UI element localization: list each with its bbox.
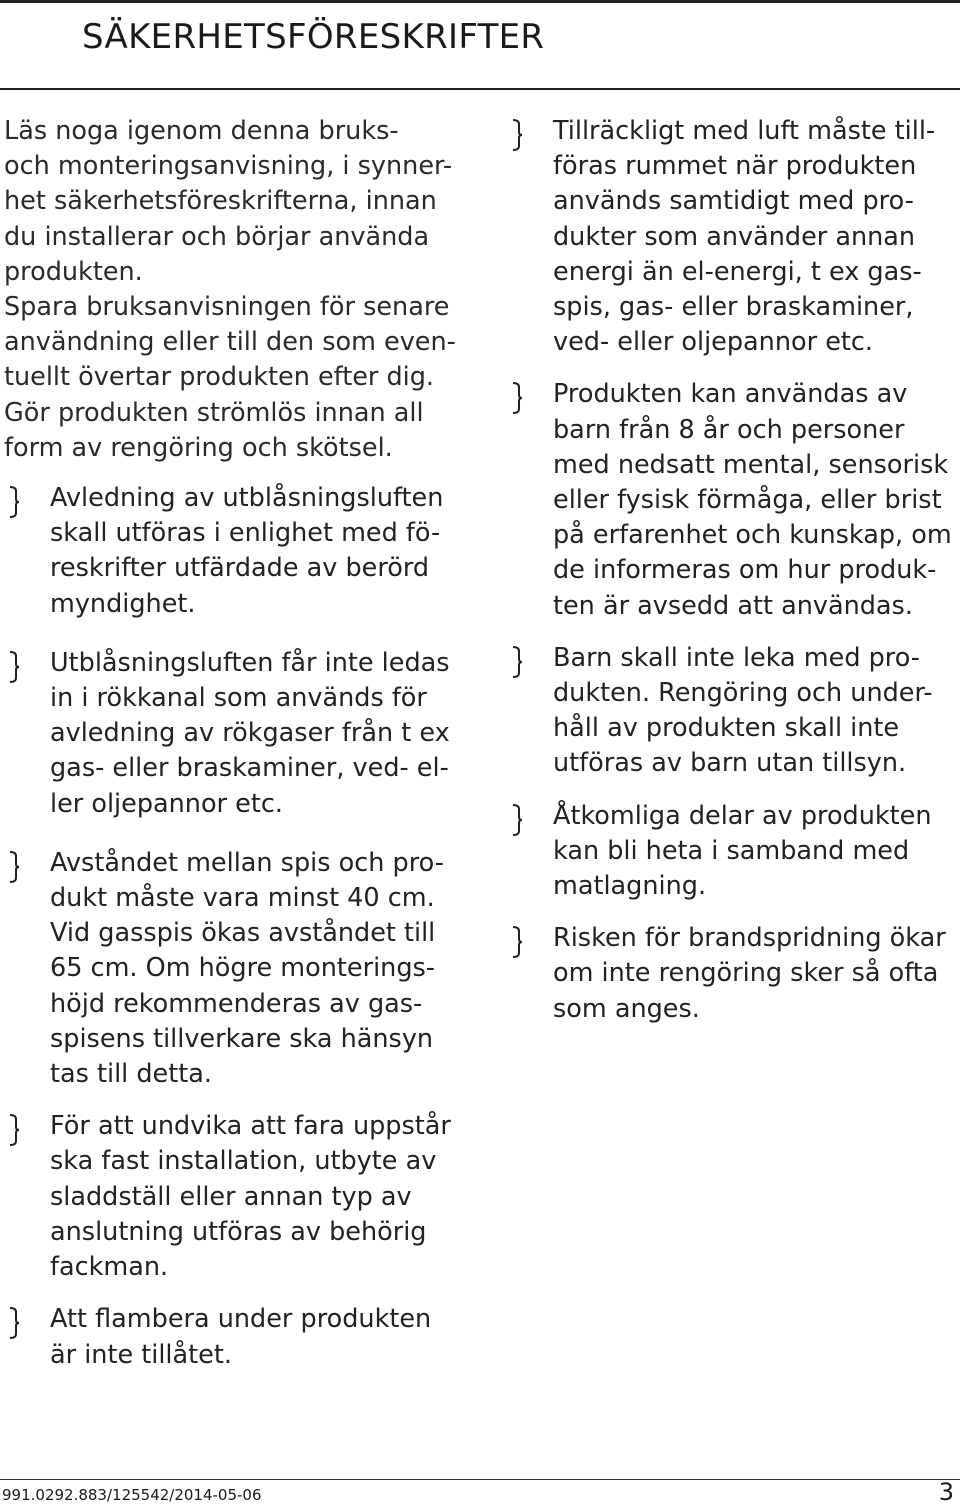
- bullet-text: För att undvika att fara uppstår ska fast installation, utbyte av sladdställ eller annan typ av anslutning utföras av behörig fackman.: [50, 1111, 451, 1283]
- bracket-bullet-icon: [6, 651, 20, 683]
- bullet-item: [4, 646, 464, 822]
- bracket-bullet-icon: [509, 646, 523, 678]
- bullet-text: Att flambera under produkten är inte tillåtet.: [50, 1304, 432, 1370]
- bullet-item: [4, 846, 464, 1092]
- bullet-item: [507, 641, 957, 782]
- bracket-bullet-icon: [509, 926, 523, 958]
- left-column: [4, 114, 464, 1373]
- document-code: 991.0292.883/125542/2014-05-06: [2, 1486, 262, 1504]
- bracket-bullet-icon: [6, 851, 20, 883]
- title-divider: [0, 88, 960, 90]
- bracket-bullet-icon: [6, 1114, 20, 1146]
- bullet-item: [4, 1109, 464, 1285]
- intro-paragraph: Läs noga igenom denna bruks- och monteringsanvisning, i synner- het säkerhetsföreskrifterna, innan du installerar och börjar använda produkten.: [4, 116, 453, 287]
- bullet-text: Produkten kan användas av barn från 8 år och personer med nedsatt mental, sensorisk eller fysisk förmåga, eller brist på erfarenhet och kunskap, om de informeras om hur produk- ten är avsedd att användas.: [553, 379, 952, 621]
- bullet-item: [507, 921, 957, 1027]
- bullet-item: [507, 114, 957, 360]
- bullet-text: Åtkomliga delar av produkten kan bli heta i samband med matlagning.: [553, 800, 932, 902]
- bracket-bullet-icon: [6, 1307, 20, 1339]
- bullet-item: [507, 377, 957, 623]
- intro-paragraph: Spara bruksanvisningen för senare användning eller till den som even- tuellt övertar produkten efter dig.: [4, 292, 456, 393]
- page-title: SÄKERHETSFÖRESKRIFTER: [82, 17, 545, 57]
- bullet-text: Tillräckligt med luft måste till- föras rummet när produkten används samtidigt med pro- dukter som använder annan energi än el-energi, t ex gas- spis, gas- eller braskaminer, ved- eller oljepannor etc.: [553, 116, 936, 358]
- page-number: 3: [938, 1478, 954, 1506]
- bullet-text: Barn skall inte leka med pro- dukten. Rengöring och under- håll av produkten skall inte utföras av barn utan tillsyn.: [553, 642, 933, 779]
- bullet-text: Utblåsningsluften får inte ledas in i rökkanal som används för avledning av rökgaser från t ex gas- eller braskaminer, ved- el- ler oljepannor etc.: [50, 647, 450, 819]
- bullet-item: [507, 799, 957, 905]
- bullet-text: Avledning av utblåsningsluften skall utföras i enlighet med fö- reskrifter utfärdade av berörd myndighet.: [50, 483, 444, 619]
- intro-paragraph: Gör produkten strömlös innan all form av rengöring och skötsel.: [4, 397, 424, 463]
- bullet-item: [4, 481, 464, 622]
- footer-divider: [0, 1479, 960, 1480]
- bracket-bullet-icon: [509, 382, 523, 414]
- bracket-bullet-icon: [509, 119, 523, 151]
- bullet-item: [4, 1302, 464, 1372]
- bracket-bullet-icon: [6, 486, 20, 518]
- top-rule: [0, 0, 960, 3]
- right-column: [507, 114, 957, 1027]
- bullet-text: Avståndet mellan spis och pro- dukt måste vara minst 40 cm. Vid gasspis ökas avståndet till 65 cm. Om högre monterings- höjd rekommenderas av gas- spisens tillverkare ska hänsyn tas till detta.: [50, 847, 444, 1090]
- bullet-text: Risken för brandspridning ökar om inte rengöring sker så ofta som anges.: [553, 923, 946, 1024]
- bracket-bullet-icon: [509, 804, 523, 836]
